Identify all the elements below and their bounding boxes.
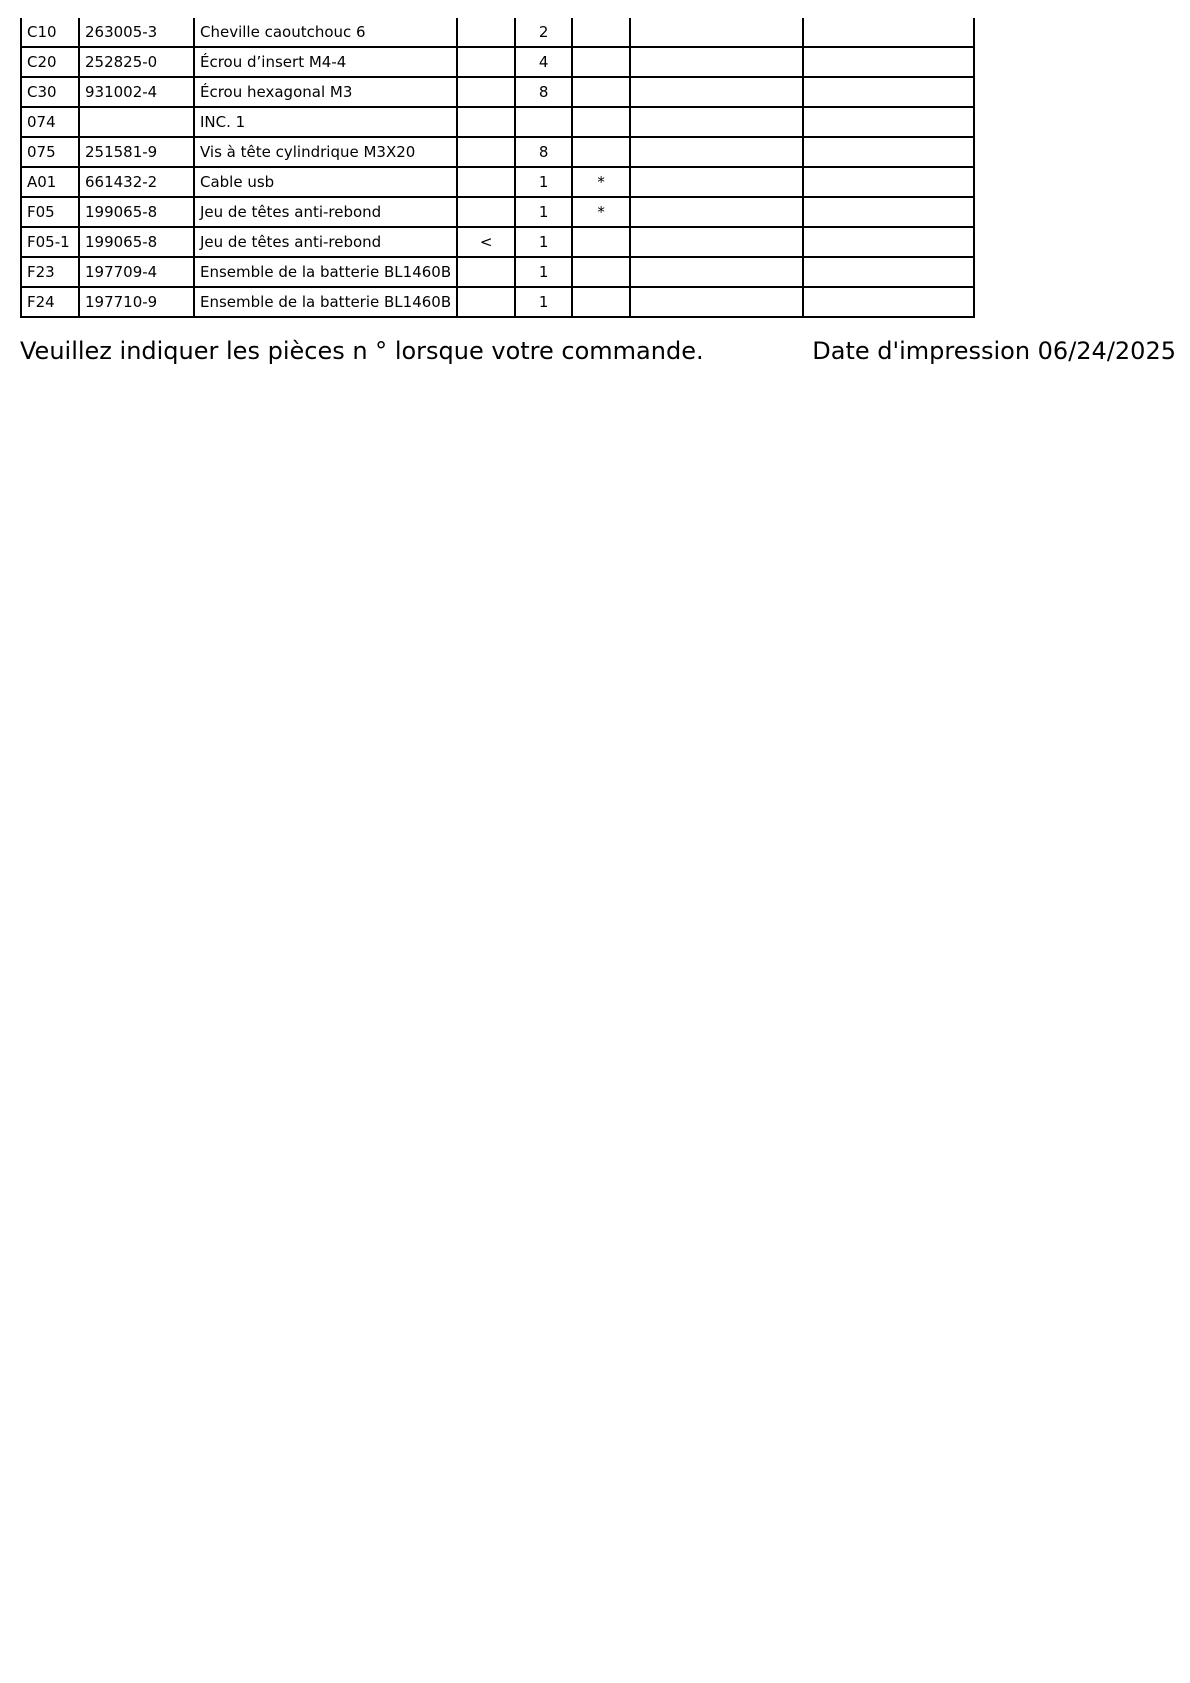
mark-cell	[457, 77, 515, 107]
description-cell: Écrou d’insert M4-4	[194, 47, 457, 77]
ref-cell: C30	[21, 77, 79, 107]
blank-cell	[630, 167, 803, 197]
blank-cell	[803, 18, 974, 47]
blank-cell	[630, 47, 803, 77]
part-number-cell: 199065-8	[79, 227, 194, 257]
ref-cell: F05-1	[21, 227, 79, 257]
part-number-cell: 252825-0	[79, 47, 194, 77]
blank-cell	[630, 18, 803, 47]
description-cell: Jeu de têtes anti-rebond	[194, 197, 457, 227]
quantity-cell: 1	[515, 167, 572, 197]
table-row	[21, 287, 974, 317]
note-cell	[572, 18, 630, 47]
parts-table	[20, 18, 975, 318]
blank-cell	[630, 227, 803, 257]
blank-cell	[630, 287, 803, 317]
ref-cell: A01	[21, 167, 79, 197]
note-cell	[572, 227, 630, 257]
mark-cell	[457, 137, 515, 167]
quantity-cell: 8	[515, 137, 572, 167]
ref-cell: C10	[21, 18, 79, 47]
part-number-cell: 197710-9	[79, 287, 194, 317]
quantity-cell: 1	[515, 197, 572, 227]
note-cell	[572, 257, 630, 287]
mark-cell	[457, 287, 515, 317]
print-date: Date d'impression 06/24/2025	[812, 337, 1176, 365]
blank-cell	[803, 137, 974, 167]
blank-cell	[630, 77, 803, 107]
description-cell: Ensemble de la batterie BL1460B	[194, 287, 457, 317]
note-cell	[572, 137, 630, 167]
mark-cell	[457, 257, 515, 287]
blank-cell	[803, 167, 974, 197]
blank-cell	[630, 107, 803, 137]
description-cell: Cheville caoutchouc 6	[194, 18, 457, 47]
order-instruction-note: Veuillez indiquer les pièces n ° lorsque votre commande.	[20, 337, 704, 365]
blank-cell	[630, 197, 803, 227]
description-cell: Vis à tête cylindrique M3X20	[194, 137, 457, 167]
blank-cell	[803, 47, 974, 77]
description-cell: Jeu de têtes anti-rebond	[194, 227, 457, 257]
ref-cell: 075	[21, 137, 79, 167]
ref-cell: F23	[21, 257, 79, 287]
quantity-cell: 8	[515, 77, 572, 107]
part-number-cell: 199065-8	[79, 197, 194, 227]
part-number-cell: 263005-3	[79, 18, 194, 47]
table-row	[21, 137, 974, 167]
note-cell	[572, 47, 630, 77]
mark-cell	[457, 167, 515, 197]
note-cell	[572, 287, 630, 317]
table-row	[21, 18, 974, 47]
ref-cell: F05	[21, 197, 79, 227]
note-cell	[572, 107, 630, 137]
mark-cell	[457, 197, 515, 227]
part-number-cell: 661432-2	[79, 167, 194, 197]
quantity-cell: 1	[515, 287, 572, 317]
part-number-cell: 251581-9	[79, 137, 194, 167]
mark-cell	[457, 47, 515, 77]
blank-cell	[803, 287, 974, 317]
quantity-cell: 1	[515, 227, 572, 257]
table-row	[21, 257, 974, 287]
note-cell: *	[572, 167, 630, 197]
description-cell: Ensemble de la batterie BL1460B	[194, 257, 457, 287]
quantity-cell: 2	[515, 18, 572, 47]
table-row	[21, 167, 974, 197]
ref-cell: C20	[21, 47, 79, 77]
blank-cell	[803, 227, 974, 257]
blank-cell	[630, 257, 803, 287]
ref-cell: F24	[21, 287, 79, 317]
part-number-cell: 197709-4	[79, 257, 194, 287]
part-number-cell: 931002-4	[79, 77, 194, 107]
description-cell: INC. 1	[194, 107, 457, 137]
blank-cell	[803, 197, 974, 227]
table-row	[21, 47, 974, 77]
table-row	[21, 227, 974, 257]
note-cell	[572, 77, 630, 107]
mark-cell	[457, 107, 515, 137]
quantity-cell: 1	[515, 257, 572, 287]
blank-cell	[630, 137, 803, 167]
table-row	[21, 77, 974, 107]
description-cell: Cable usb	[194, 167, 457, 197]
blank-cell	[803, 257, 974, 287]
blank-cell	[803, 77, 974, 107]
table-row	[21, 107, 974, 137]
part-number-cell	[79, 107, 194, 137]
mark-cell	[457, 18, 515, 47]
blank-cell	[803, 107, 974, 137]
mark-cell: <	[457, 227, 515, 257]
quantity-cell: 4	[515, 47, 572, 77]
note-cell: *	[572, 197, 630, 227]
description-cell: Écrou hexagonal M3	[194, 77, 457, 107]
ref-cell: 074	[21, 107, 79, 137]
table-row	[21, 197, 974, 227]
quantity-cell	[515, 107, 572, 137]
